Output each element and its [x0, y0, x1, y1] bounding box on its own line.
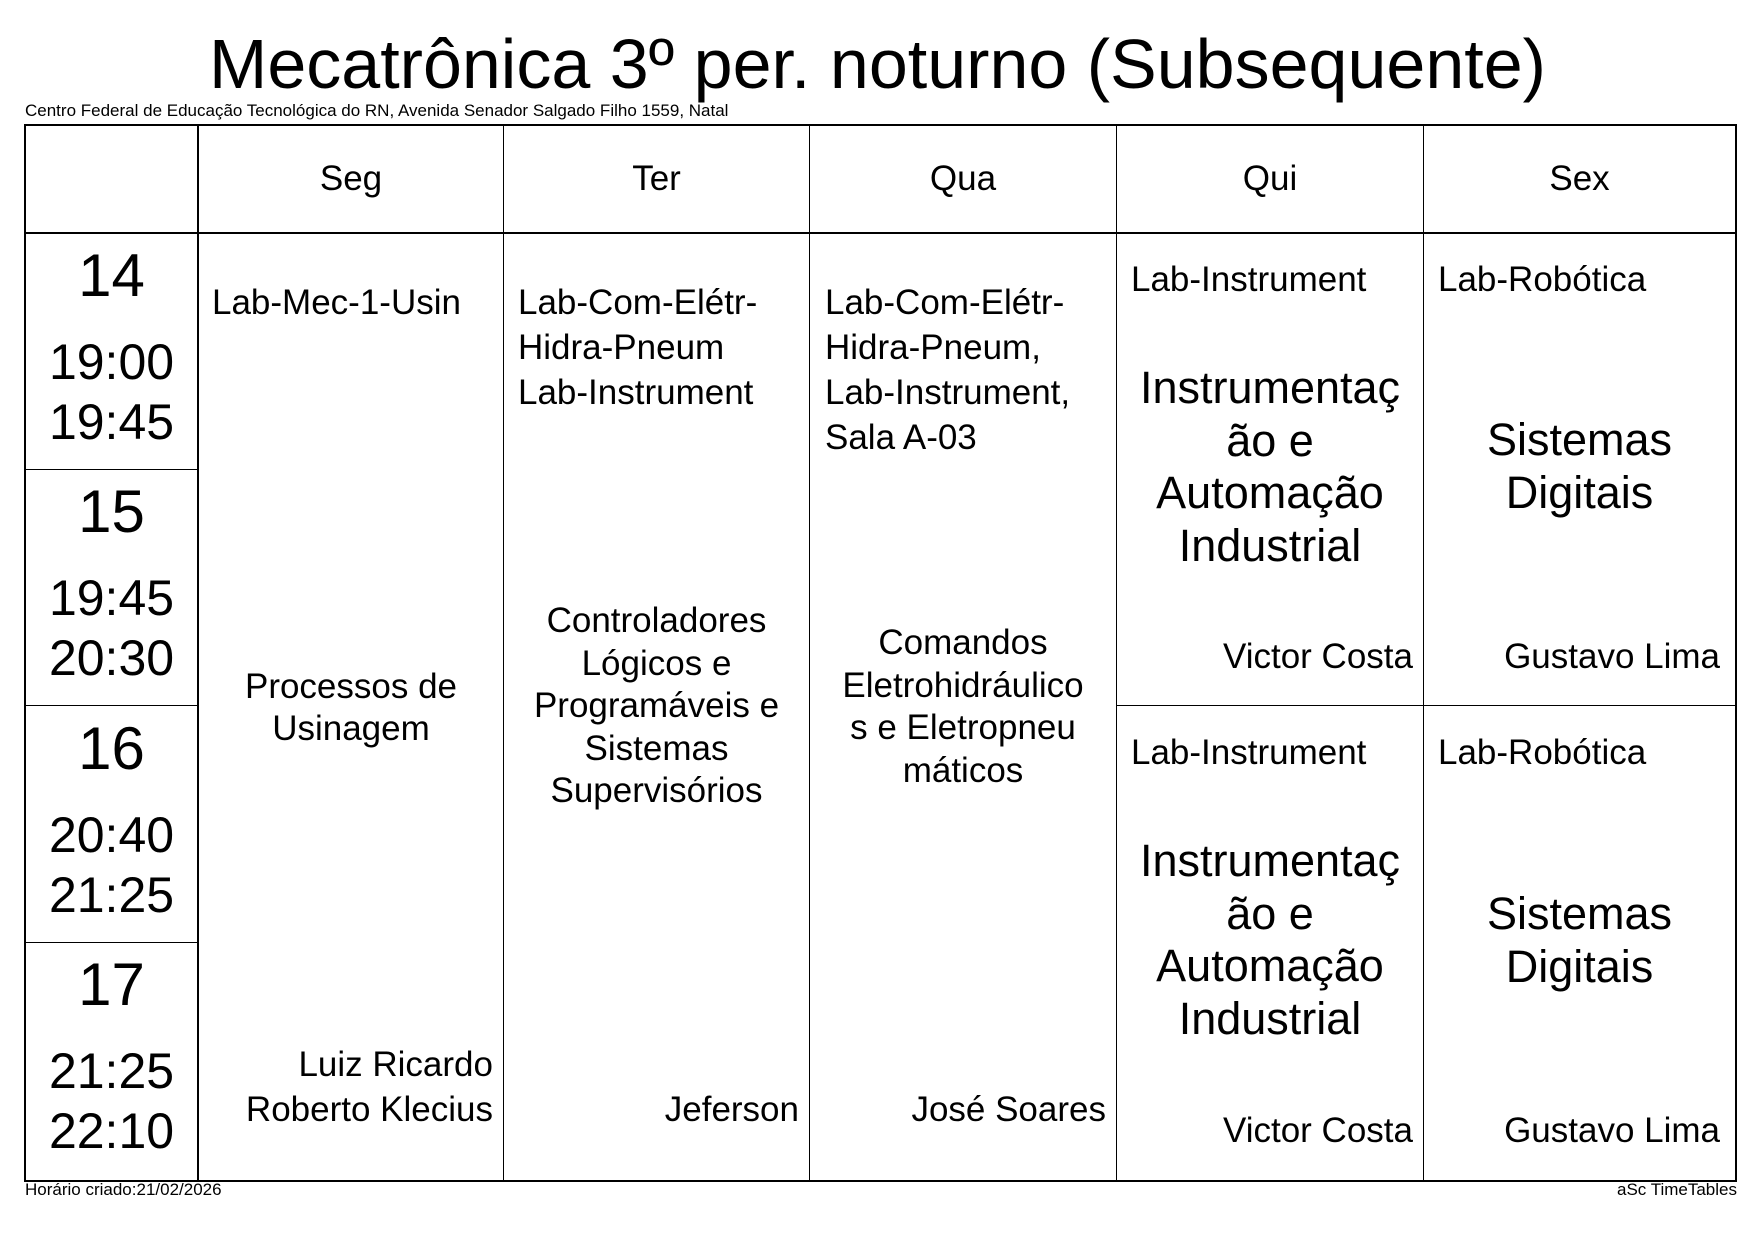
period-number: 14 — [78, 242, 145, 309]
grid-line — [197, 126, 199, 1180]
lesson-room: Lab-Mec-1-Usin — [212, 283, 461, 322]
created-date: Horário criado:21/02/2026 — [25, 1180, 222, 1199]
lesson-subject: Processos de Usinagem — [244, 667, 458, 748]
day-header-qui: Qui — [1242, 159, 1298, 198]
period-end-time: 21:25 — [48, 867, 175, 923]
period-number: 15 — [78, 478, 145, 545]
period-start-time: 21:25 — [48, 1043, 175, 1099]
lesson-subject: Sistemas Digitais — [1486, 888, 1673, 992]
day-header-ter: Ter — [632, 159, 681, 198]
lesson-teacher: Luiz Ricardo Roberto Klecius — [245, 1045, 493, 1129]
school-address: Centro Federal de Educação Tecnológica do RN, Avenida Senador Salgado Filho 1559, Natal — [25, 101, 729, 120]
lesson-teacher: Victor Costa — [1223, 1111, 1413, 1150]
grid-line — [1116, 705, 1735, 706]
timetable-grid — [24, 124, 1737, 1182]
period-end-time: 19:45 — [48, 394, 175, 450]
period-start-time: 19:45 — [48, 570, 175, 626]
grid-line — [26, 232, 1735, 234]
lesson-subject: Instrumentaç ão e Automação Industrial — [1139, 835, 1401, 1044]
grid-line — [26, 942, 197, 943]
lesson-teacher: Victor Costa — [1223, 637, 1413, 676]
day-header-sex: Sex — [1549, 159, 1610, 198]
lesson-room: Lab-Robótica — [1438, 733, 1647, 772]
lesson-room: Lab-Robótica — [1438, 260, 1647, 299]
day-header-qua: Qua — [929, 159, 997, 198]
lesson-teacher: Gustavo Lima — [1504, 637, 1720, 676]
period-end-time: 22:10 — [48, 1103, 175, 1159]
period-start-time: 20:40 — [48, 807, 175, 863]
generator-credit: aSc TimeTables — [1617, 1180, 1737, 1199]
lesson-teacher: José Soares — [911, 1090, 1106, 1129]
lesson-room: Lab-Instrument — [1131, 260, 1367, 299]
lesson-subject: Instrumentaç ão e Automação Industrial — [1139, 362, 1401, 571]
period-start-time: 19:00 — [48, 334, 175, 390]
grid-line — [26, 705, 197, 706]
lesson-subject: Sistemas Digitais — [1486, 414, 1673, 518]
page-title: Mecatrônica 3º per. noturno (Subsequente) — [209, 25, 1546, 103]
period-end-time: 20:30 — [48, 630, 175, 686]
period-number: 17 — [78, 951, 145, 1018]
lesson-subject: Controladores Lógicos e Programáveis e Sistemas Supervisórios — [533, 601, 780, 810]
period-number: 16 — [78, 715, 145, 782]
lesson-subject: Comandos Eletrohidráulico s e Eletropneu máticos — [842, 623, 1084, 790]
grid-line — [26, 469, 197, 470]
lesson-room: Lab-Com-Elétr- Hidra-Pneum, Lab-Instrument, Sala A-03 — [825, 283, 1071, 457]
day-header-seg: Seg — [319, 159, 383, 198]
lesson-teacher: Jeferson — [664, 1090, 799, 1129]
lesson-room: Lab-Com-Elétr- Hidra-Pneum Lab-Instrument — [518, 283, 758, 412]
grid-line — [1423, 126, 1424, 1180]
lesson-teacher: Gustavo Lima — [1504, 1111, 1720, 1150]
lesson-room: Lab-Instrument — [1131, 733, 1367, 772]
